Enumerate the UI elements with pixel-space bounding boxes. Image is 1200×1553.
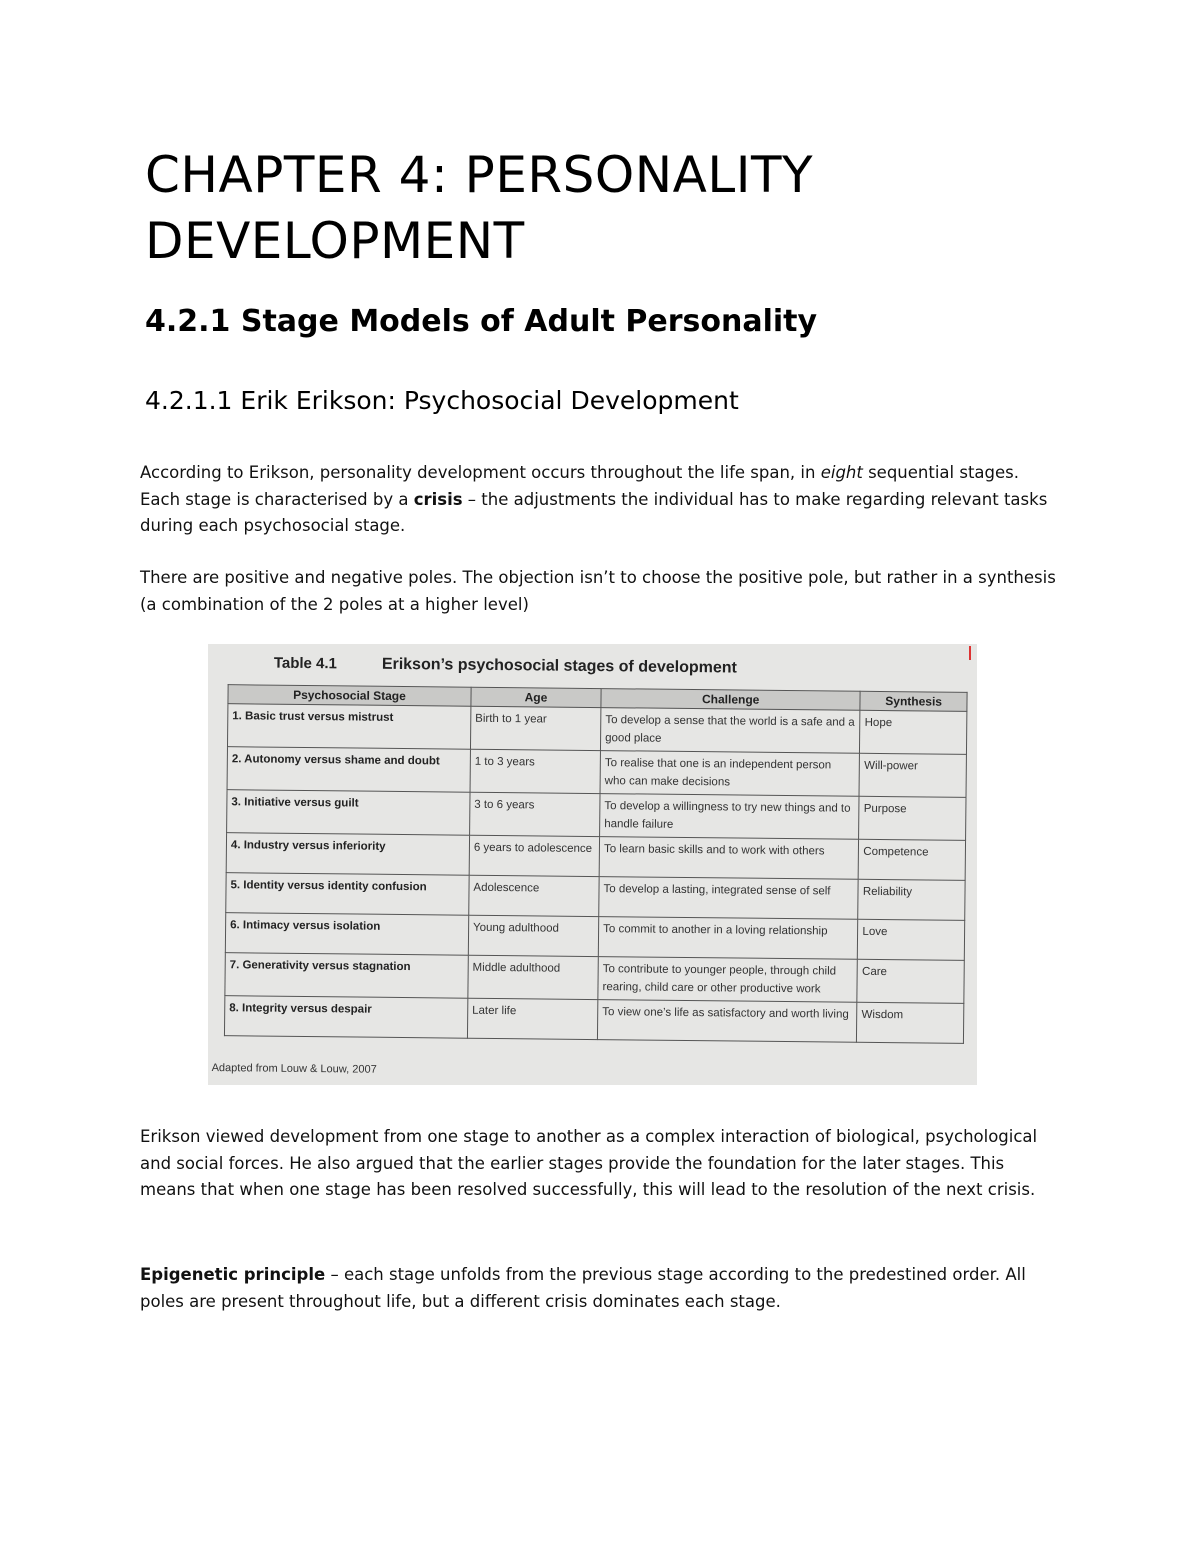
cell-stage: 7. Generativity versus stagnation: [225, 953, 468, 999]
erikson-stages-table: [224, 684, 968, 1044]
intro-text-c: – the adjustments the individual has to make regarding relevant tasks during each psychosocial stage.: [140, 489, 1048, 535]
cell-stage: 1. Basic trust versus mistrust: [227, 704, 470, 750]
header-age: Age: [471, 687, 601, 707]
chapter-title: CHAPTER 4: PERSONALITY DEVELOPMENT: [145, 146, 814, 270]
cell-stage: 8. Integrity versus despair: [224, 996, 467, 1039]
intro-paragraph: [140, 460, 1060, 540]
header-challenge: Challenge: [601, 689, 860, 711]
cell-challenge: To develop a sense that the world is a safe and a good place: [601, 708, 861, 754]
cell-challenge: To realise that one is an independent person who can make decisions: [600, 751, 860, 797]
cell-synthesis: Competence: [859, 839, 966, 880]
cell-stage: 3. Initiative versus guilt: [227, 790, 470, 836]
intro-text-a: According to Erikson, personality development occurs throughout the life span, in: [140, 463, 821, 482]
cell-synthesis: Care: [857, 959, 964, 1003]
intro-text-b: sequential stages. Each stage is characterised by a: [140, 463, 1020, 509]
cell-age: Birth to 1 year: [470, 706, 601, 750]
intro-strong: crisis: [413, 489, 463, 509]
cell-challenge: To view one’s life as satisfactory and worth living: [598, 1000, 858, 1043]
epigenetic-paragraph: [140, 1262, 1060, 1315]
development-paragraph: Erikson viewed development from one stage to another as a complex interaction of biological, psychological and social forces. He also argued that the earlier stages provide the foundation for the later stages. This means that when one stage has been resolved successfully, this will lead to the resolution of the next crisis.: [140, 1127, 1038, 1199]
cell-challenge: To develop a willingness to try new things and to handle failure: [600, 794, 860, 840]
cell-challenge: To commit to another in a loving relationship: [598, 917, 858, 960]
cell-age: Young adulthood: [468, 915, 599, 956]
cell-challenge: To learn basic skills and to work with others: [599, 837, 859, 880]
cell-age: Middle adulthood: [468, 955, 599, 999]
cell-age: 6 years to adolescence: [469, 835, 600, 876]
poles-paragraph: There are positive and negative poles. The objection isn’t to choose the positive pole, but rather in a synthesis (a combination of the 2 poles at a higher level): [140, 568, 1056, 614]
epigenetic-text: – each stage unfolds from the previous stage according to the predestined order. All poles are present throughout life, but a different crisis dominates each stage.: [140, 1265, 1026, 1311]
cell-synthesis: Wisdom: [857, 1002, 964, 1043]
header-synthesis: Synthesis: [860, 691, 967, 711]
cell-stage: 2. Autonomy versus shame and doubt: [227, 747, 470, 793]
table-row: [224, 996, 963, 1044]
cell-synthesis: Reliability: [858, 879, 965, 920]
table-photo-content: [208, 650, 977, 1085]
section-title: 4.2.1 Stage Models of Adult Personality: [145, 304, 818, 339]
table-row: [227, 790, 966, 841]
table-title: Erikson’s psychosocial stages of development: [381, 655, 738, 677]
subsection-title: 4.2.1.1 Erik Erikson: Psychosocial Development: [145, 386, 739, 415]
cell-challenge: To contribute to younger people, through child rearing, child care or other productive work: [598, 957, 858, 1003]
cell-stage: 5. Identity versus identity confusion: [226, 873, 469, 916]
erikson-table-image: [208, 644, 977, 1085]
cell-stage: 6. Intimacy versus isolation: [225, 913, 468, 956]
table-number: Table 4.1: [273, 654, 338, 673]
table-source: Adapted from Louw & Louw, 2007: [211, 1062, 377, 1076]
cell-age: Adolescence: [469, 875, 600, 916]
cell-challenge: To develop a lasting, integrated sense of self: [599, 877, 859, 920]
header-stage: Psychosocial Stage: [228, 685, 471, 707]
table-row: [227, 704, 966, 755]
cell-synthesis: Hope: [860, 710, 967, 754]
table-row: [225, 953, 964, 1004]
epigenetic-term: Epigenetic principle: [140, 1265, 326, 1284]
cell-age: 3 to 6 years: [469, 792, 600, 836]
cell-synthesis: Purpose: [859, 796, 966, 840]
cell-stage: 4. Industry versus inferiority: [226, 833, 469, 876]
cell-age: Later life: [467, 998, 598, 1039]
cell-synthesis: Will-power: [859, 753, 966, 797]
cell-synthesis: Love: [858, 919, 965, 960]
table-row: [227, 747, 966, 798]
intro-emphasis: eight: [820, 463, 863, 482]
cell-age: 1 to 3 years: [470, 749, 601, 793]
